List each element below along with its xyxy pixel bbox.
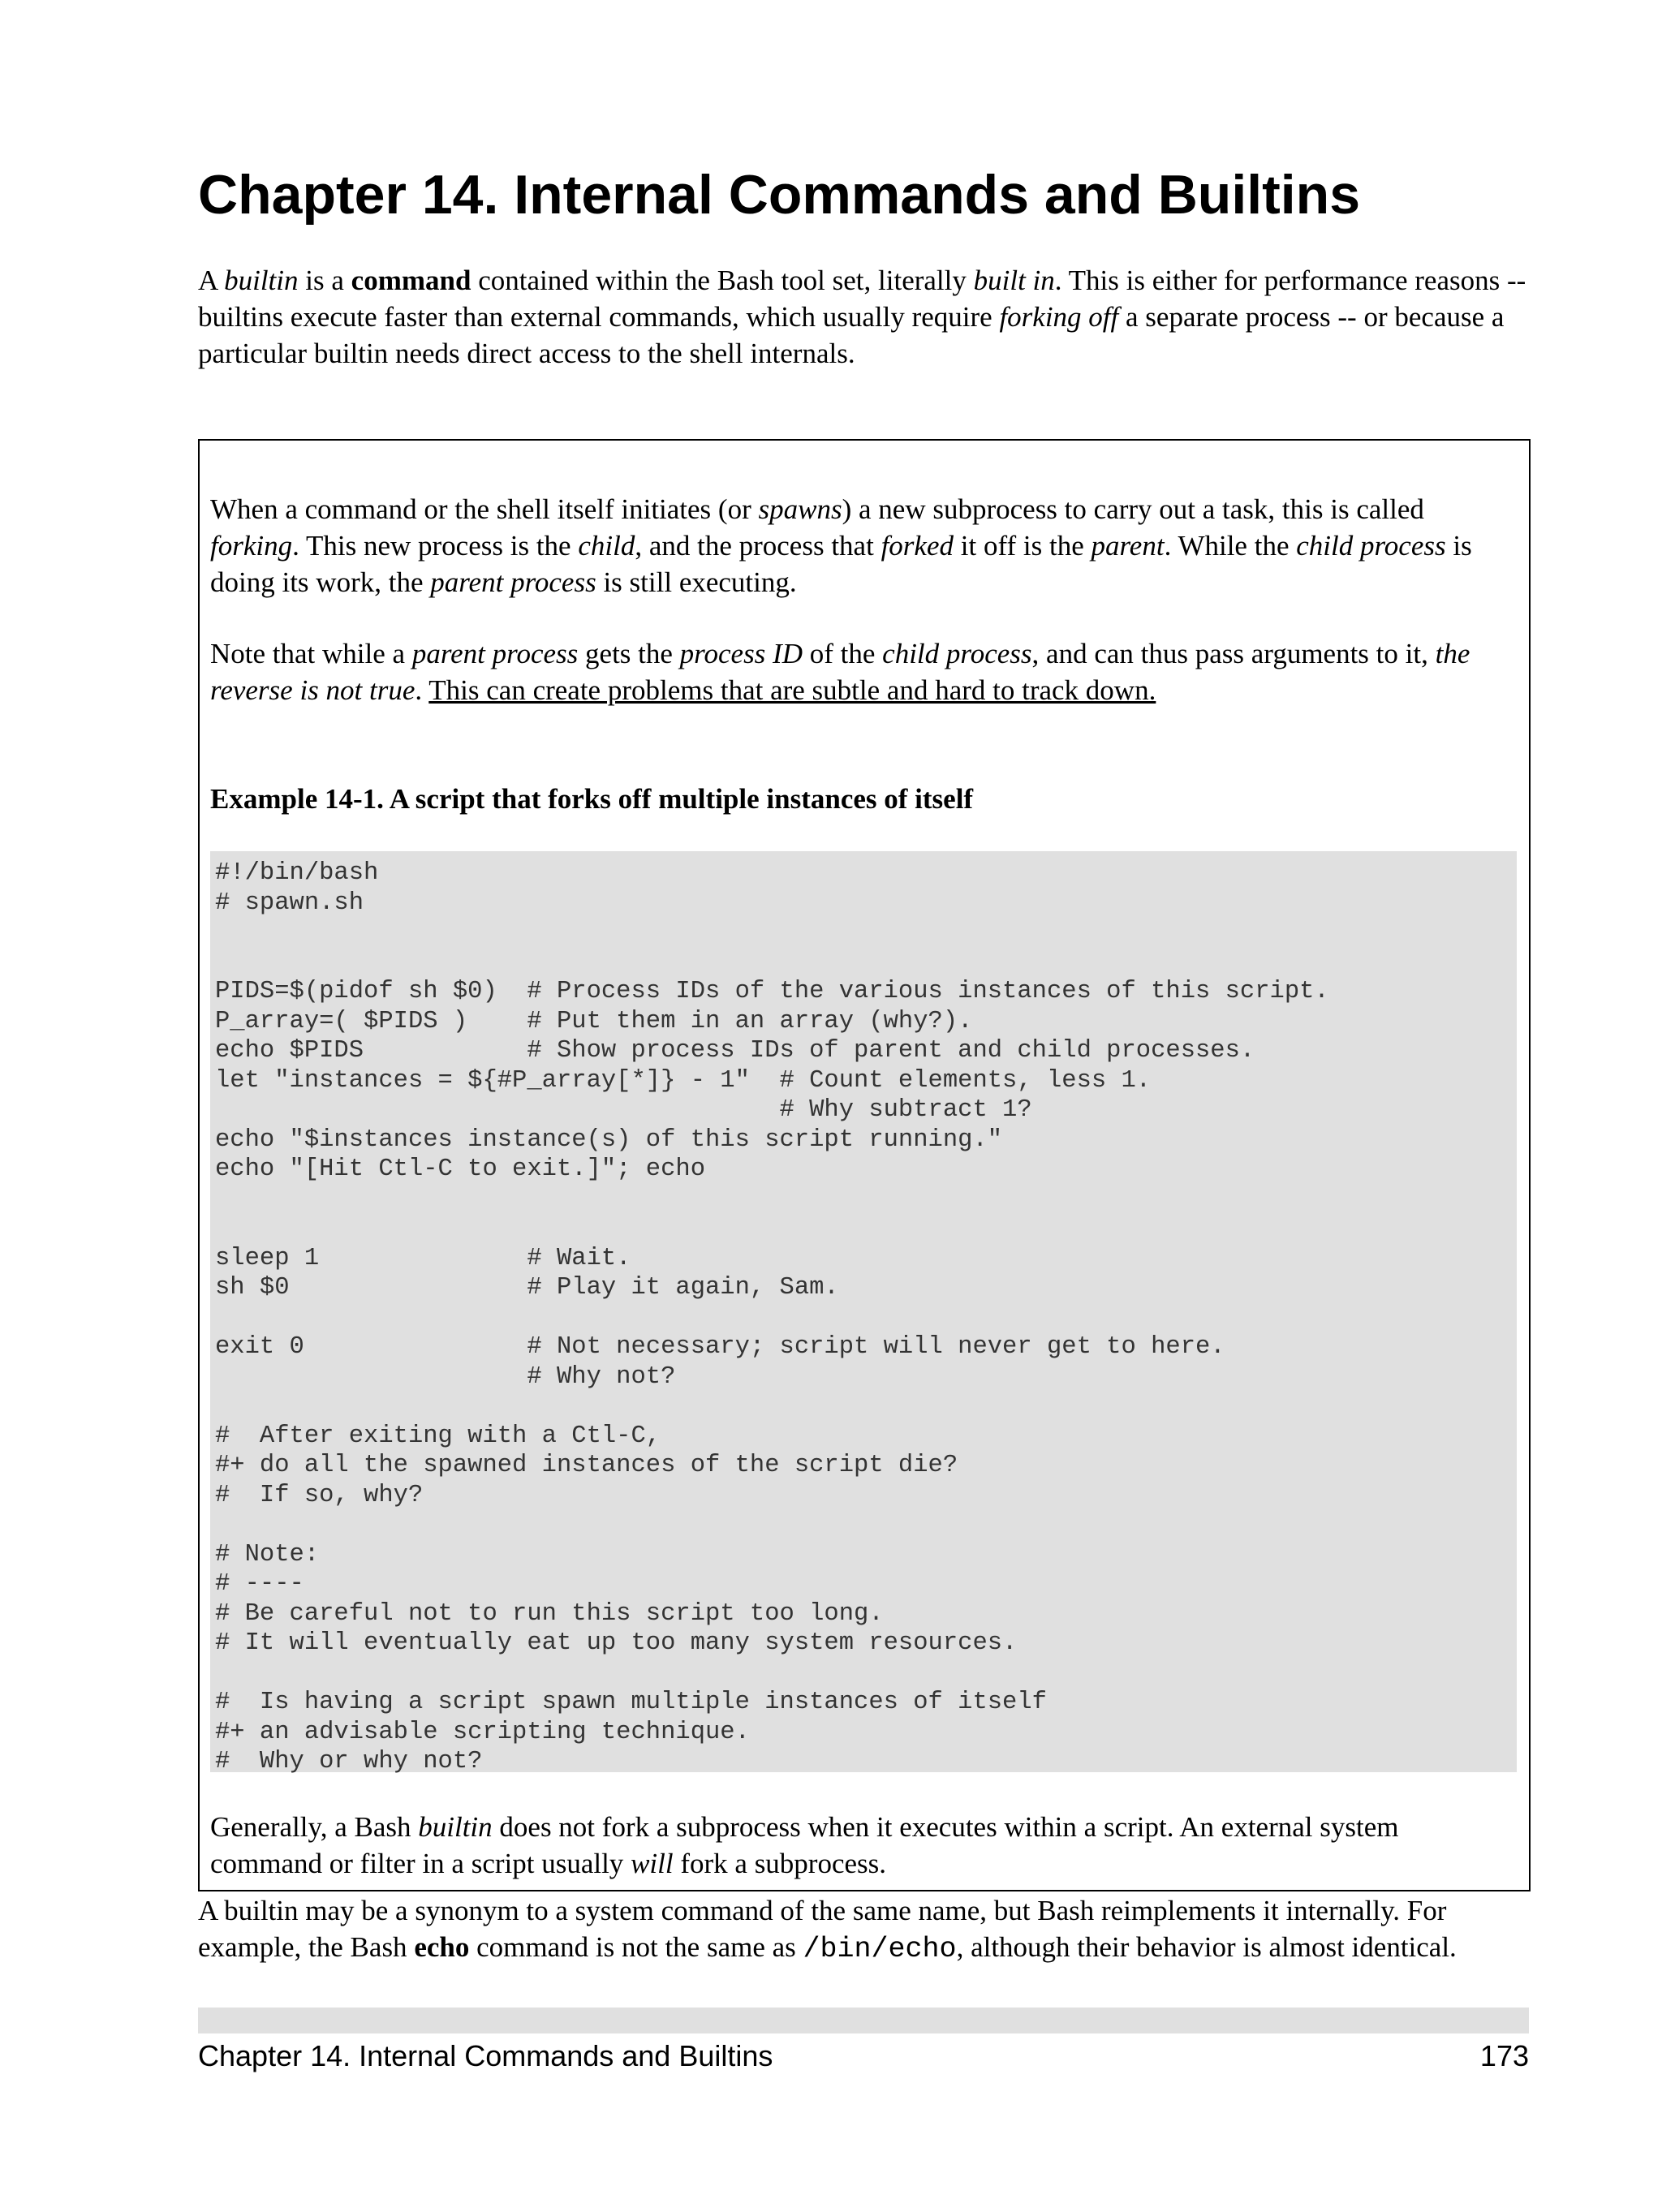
paragraph-text: fork a subprocess. <box>673 1848 887 1879</box>
paragraph-text: . While the <box>1164 530 1297 562</box>
paragraph-text: Note that while a <box>210 638 412 669</box>
intro-strong: command <box>351 265 471 296</box>
paragraph-text: is still executing. <box>596 566 797 598</box>
intro-text: a separate process -- or because a particular builtin needs direct access to the shell internals. <box>198 301 1505 369</box>
intro-emphasis: built in <box>973 265 1055 296</box>
forking-paragraph <box>210 491 1517 600</box>
paragraph-text: is doing its work, the <box>210 530 1472 598</box>
code-block: #!/bin/bash # spawn.sh PIDS=$(pidof sh $0) # Process IDs of the various instances of this script. P_array=( $PIDS ) # Put them in an array (why?). echo $PIDS # Show process IDs of parent and child processes. let "instances = ${#P_array[*]} - 1" # Count elements, less 1. # Why subtract 1? echo "$instances instance(s) of this script running." echo "[Hit Ctl-C to exit.]"; echo sleep 1 # Wait. sh $0 # Play it again, Sam. exit 0 # Not necessary; script will never get to here. # Why not? # After exiting with a Ctl-C, #+ do all the spawned instances of the script die? # If so, why? # Note: # ---- # Be careful not to run this script too long. # It will eventually eat up too many system resources. # Is having a script spawn multiple instances of itself #+ an advisable scripting technique. # Why or why not? <box>215 859 1329 1775</box>
intro-emphasis: builtin <box>224 265 299 296</box>
intro-paragraph <box>198 262 1531 372</box>
paragraph-emphasis: parent <box>1091 530 1165 562</box>
underlined-warning: This can create problems that are subtle and hard to track down. <box>428 674 1156 706</box>
paragraph-text: When a command or the shell itself initiates (or <box>210 493 759 525</box>
note-box <box>198 439 1531 1891</box>
paragraph-emphasis: the reverse is not true <box>210 638 1470 706</box>
process-id-paragraph <box>210 635 1517 708</box>
example-title: Example 14-1. A script that forks off multiple instances of itself <box>210 783 974 815</box>
paragraph-text: . This new process is the <box>292 530 579 562</box>
synonym-paragraph <box>198 1892 1534 1968</box>
paragraph-emphasis: builtin <box>418 1811 493 1843</box>
intro-text: A <box>198 265 225 296</box>
paragraph-text: Generally, a Bash <box>210 1811 419 1843</box>
paragraph-emphasis: child process <box>1296 530 1446 562</box>
paragraph-text: . <box>415 674 429 706</box>
intro-text: contained within the Bash tool set, literally <box>471 265 974 296</box>
intro-text: . This is either for performance reasons -- builtins execute faster than external commands, which usually require <box>198 265 1526 333</box>
paragraph-text: does not fork a subprocess when it executes within a script. An external system command or filter in a script usually <box>210 1811 1399 1879</box>
paragraph-emphasis: forking <box>210 530 293 562</box>
footer-chapter-title: Chapter 14. Internal Commands and Builtins <box>198 2039 773 2072</box>
builtin-fork-paragraph <box>210 1809 1517 1882</box>
paragraph-emphasis: process ID <box>679 638 803 669</box>
paragraph-text: of the <box>803 638 883 669</box>
paragraph-text: , and can thus pass arguments to it, <box>1031 638 1436 669</box>
paragraph-emphasis: will <box>631 1848 674 1879</box>
paragraph-emphasis: forked <box>881 530 954 562</box>
page-number: 173 <box>1479 2039 1529 2072</box>
command-path: /bin/echo <box>803 1933 957 1965</box>
paragraph-emphasis: spawns <box>758 493 842 525</box>
paragraph-emphasis: parent process <box>411 638 579 669</box>
paragraph-text: it off is the <box>954 530 1091 562</box>
paragraph-text: , although their behavior is almost identical. <box>956 1931 1457 1963</box>
paragraph-emphasis: parent process <box>430 566 596 598</box>
footer-divider <box>198 2008 1529 2033</box>
paragraph-emphasis: child process <box>882 638 1032 669</box>
paragraph-emphasis: child <box>578 530 635 562</box>
paragraph-text: gets the <box>578 638 680 669</box>
intro-emphasis: forking off <box>999 301 1119 333</box>
command-name: echo <box>414 1931 470 1963</box>
paragraph-text: , and the process that <box>635 530 881 562</box>
intro-text: is a <box>298 265 351 296</box>
paragraph-text: ) a new subprocess to carry out a task, this is called <box>842 493 1424 525</box>
code-listing <box>210 851 1517 1775</box>
paragraph-text: command is not the same as <box>469 1931 803 1963</box>
chapter-title: Chapter 14. Internal Commands and Builtins <box>198 164 1361 226</box>
paragraph-text: A builtin may be a synonym to a system command of the same name, but Bash reimplements it internally. For example, the Bash <box>198 1895 1447 1963</box>
